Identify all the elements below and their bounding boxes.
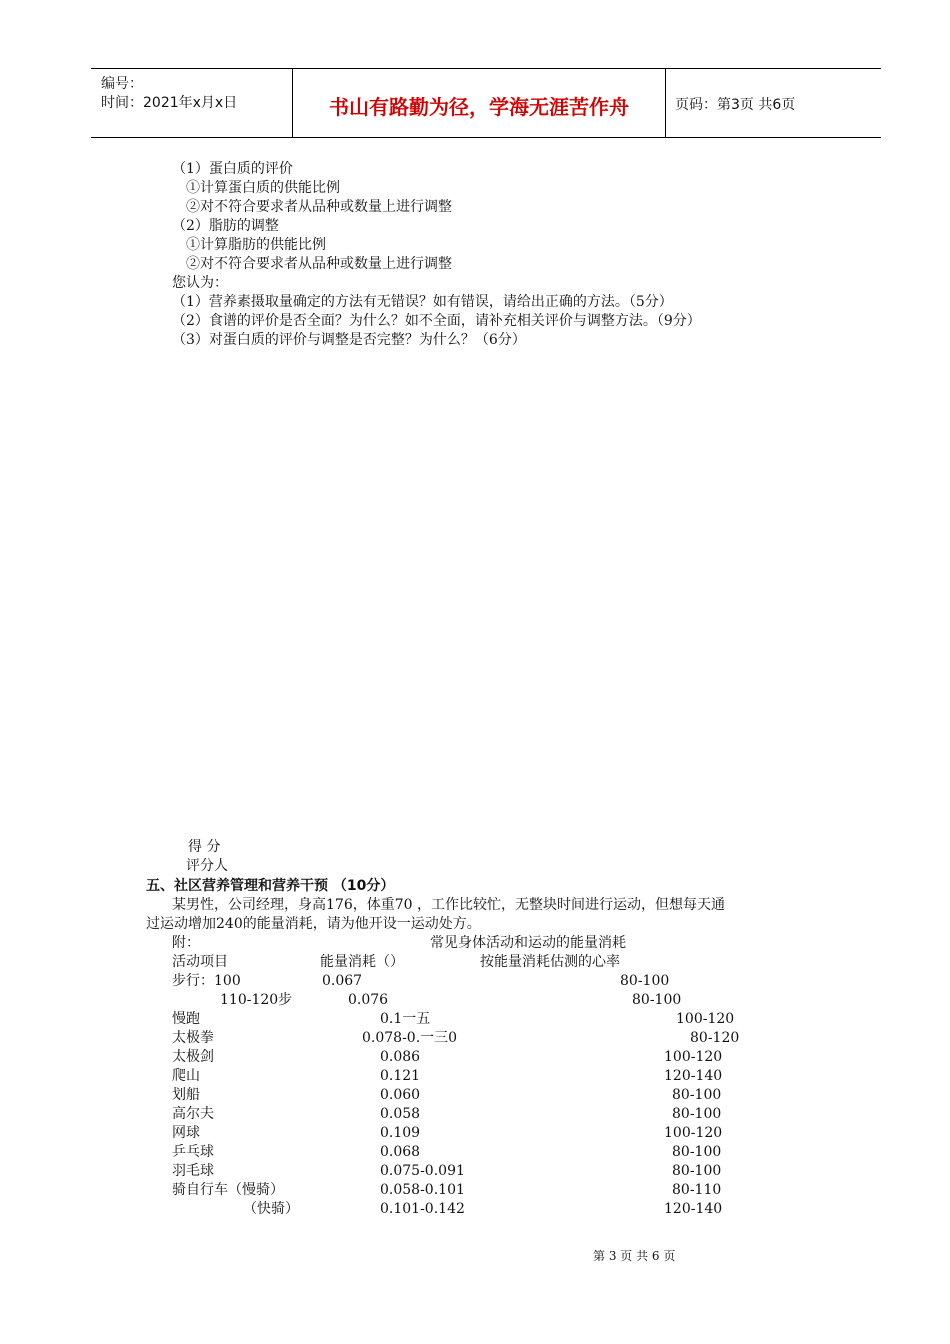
table-cell: 0.1一五 <box>380 1011 431 1027</box>
table-header: 按能量消耗估测的心率 <box>480 954 620 970</box>
table-cell: 0.101-0.142 <box>380 1201 465 1217</box>
table-header: 活动项目 <box>172 954 228 970</box>
section-title: 五、社区营养管理和营养干预 （10分） <box>146 878 395 894</box>
question-line: （1）营养素摄取量确定的方法有无错误？如有错误，请给出正确的方法。（5分） <box>172 294 673 310</box>
table-cell: 100-120 <box>664 1049 723 1065</box>
table-cell: 0.058-0.101 <box>380 1182 465 1198</box>
table-cell: 0.078-0.一三0 <box>362 1030 458 1046</box>
table-cell: 80-100 <box>672 1163 722 1179</box>
table-cell: 羽毛球 <box>172 1163 214 1179</box>
table-cell: 100-120 <box>676 1011 735 1027</box>
page-header <box>91 68 881 138</box>
table-cell: 120-140 <box>664 1201 723 1217</box>
table-cell: 100-120 <box>664 1125 723 1141</box>
paragraph: 过运动增加240的能量消耗，请为他开设一运动处方。 <box>146 916 481 932</box>
header-meta <box>91 69 291 137</box>
table-cell: 爬山 <box>172 1068 200 1084</box>
table-cell: 划船 <box>172 1087 200 1103</box>
table-cell: 太极拳 <box>172 1030 214 1046</box>
table-cell: 80-100 <box>632 992 682 1008</box>
text-line: ①计算脂肪的供能比例 <box>186 237 326 253</box>
text-line: ①计算蛋白质的供能比例 <box>186 180 340 196</box>
time-label: 时间：2021年x月x日 <box>101 95 238 111</box>
text-line: ②对不符合要求者从品种或数量上进行调整 <box>186 256 452 272</box>
table-cell: 高尔夫 <box>172 1106 214 1122</box>
table-cell: 80-100 <box>672 1106 722 1122</box>
table-cell: 乒乓球 <box>172 1144 214 1160</box>
grader-label: 评分人 <box>186 858 228 874</box>
table-cell: 80-100 <box>620 973 670 989</box>
text-line: 您认为： <box>172 275 228 291</box>
question-line: （2）食谱的评价是否全面？为什么？如不全面，请补充相关评价与调整方法。（9分） <box>172 313 701 329</box>
question-line: （3）对蛋白质的评价与调整是否完整？为什么？（6分） <box>172 332 526 348</box>
score-label: 得 分 <box>188 839 221 855</box>
table-cell: 0.058 <box>380 1106 421 1122</box>
table-cell: 80-100 <box>672 1087 722 1103</box>
table-cell: 0.075-0.091 <box>380 1163 465 1179</box>
text-line: （1）蛋白质的评价 <box>172 161 293 177</box>
table-cell: （快骑） <box>243 1201 299 1217</box>
table-cell: 网球 <box>172 1125 200 1141</box>
table-cell: 120-140 <box>664 1068 723 1084</box>
table-cell: 0.068 <box>380 1144 421 1160</box>
table-cell: 0.109 <box>380 1125 421 1141</box>
text-line: （2）脂肪的调整 <box>172 218 279 234</box>
table-cell: 0.076 <box>348 992 389 1008</box>
table-cell: 太极剑 <box>172 1049 214 1065</box>
table-cell: 110-120步 <box>220 992 293 1008</box>
page-footer: 第 3 页 共 6 页 <box>593 1249 676 1263</box>
table-title: 常见身体活动和运动的能量消耗 <box>430 935 626 951</box>
header-page-info: 页码：第3页 共6页 <box>675 97 796 113</box>
table-cell: 0.067 <box>322 973 363 989</box>
text-line: ②对不符合要求者从品种或数量上进行调整 <box>186 199 452 215</box>
appendix-label: 附： <box>172 935 200 951</box>
table-cell: 0.086 <box>380 1049 421 1065</box>
table-cell: 80-110 <box>672 1182 722 1198</box>
number-label: 编号： <box>101 76 143 92</box>
table-header: 能量消耗（） <box>320 954 404 970</box>
paragraph: 某男性，公司经理，身高176，体重70 ，工作比较忙，无整块时间进行运动，但想每天通 <box>172 897 725 913</box>
table-cell: 80-100 <box>672 1144 722 1160</box>
table-cell: 0.060 <box>380 1087 421 1103</box>
table-cell: 骑自行车（慢骑） <box>172 1182 284 1198</box>
table-cell: 慢跑 <box>172 1011 200 1027</box>
header-slogan: 书山有路勤为径，学海无涯苦作舟 <box>329 95 629 119</box>
table-cell: 0.121 <box>380 1068 421 1084</box>
table-cell: 80-120 <box>690 1030 740 1046</box>
header-divider <box>665 69 666 137</box>
table-cell: 步行：100 <box>172 973 241 989</box>
